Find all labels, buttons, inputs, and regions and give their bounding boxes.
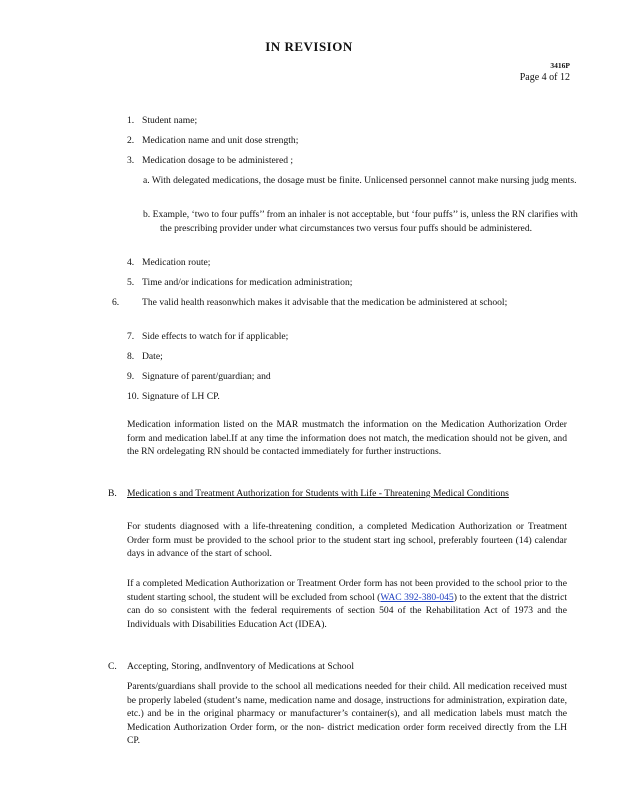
list-item <box>127 370 567 384</box>
sub-list-item <box>143 208 580 235</box>
list-item-number: 9. <box>127 371 135 382</box>
list-item-text: Date; <box>142 351 163 362</box>
section-c-paragraph: Parents/guardians shall provide to the school all medications needed for their child. All medication received must be properly labeled (student’s name, medication name and dosage, instructions for administration, expiration date, etc.) and be in the original pharmacy or manufacturer’s container(s), and all medication labels must match the Medication Authorization Order form, or the non- district medication order form received directly from the LH CP. <box>127 681 567 747</box>
list-item-number: 4. <box>127 257 135 268</box>
list-item <box>127 256 567 270</box>
section-b-title <box>127 487 547 501</box>
list-item-number: 5. <box>127 277 135 288</box>
sub-list-label: a. <box>143 175 150 186</box>
list-item <box>127 276 567 290</box>
list-item <box>127 350 567 364</box>
list-item <box>127 154 567 168</box>
list-item-number: 10. <box>127 391 139 402</box>
sub-list-label: b. <box>143 209 151 220</box>
list-item-text: The valid health reasonwhich makes it advisable that the medication be administered at school; <box>142 297 508 308</box>
page-title: IN REVISION <box>265 39 353 54</box>
list-item-text: Student name; <box>142 115 198 126</box>
list-item-number: 6. <box>112 297 120 308</box>
list-item-number: 1. <box>127 115 135 126</box>
wac-link[interactable]: WAC 392-380-045 <box>380 591 454 603</box>
section-c-title: Accepting, Storing, andInventory of Medications at School <box>127 661 355 672</box>
document-number: 3416P <box>550 61 570 70</box>
list-item <box>127 330 567 344</box>
list-item-text: Signature of parent/guardian; and <box>142 371 271 382</box>
list-item-text: Time and/or indications for medication administration; <box>142 277 353 288</box>
page-number: Page 4 of 12 <box>519 72 570 83</box>
section-b-paragraph-2-end: ) to the extent that the district can do so consistent with the federal requirements of section 504 of the Rehabilitation Act of 1973 and the Individuals with Disabilities Education Act (IDEA). <box>127 591 568 630</box>
section-b-letter: B. <box>108 488 117 499</box>
list-item-number: 2. <box>127 135 135 146</box>
list-item-text: Signature of LH CP. <box>142 391 220 402</box>
section-c-letter: C. <box>108 661 117 672</box>
list-item-text: Medication dosage to be administered ; <box>142 155 294 166</box>
list-item <box>127 390 567 404</box>
list-item <box>127 114 567 128</box>
list-item-text: Medication name and unit dose strength; <box>142 135 299 146</box>
section-b-paragraph-2-start: If a completed Medication Authorization or Treatment Order form has not been provided to the school prior to the student starting school, the student will be excluded from school ( <box>127 578 567 603</box>
section-b-paragraph-1: For students diagnosed with a life-threatening condition, a completed Medication Authorization or Treatment Order form must be provided to the school prior to the student start ing school, preferably fourteen (14) calendar days in advance of the start of school. <box>127 521 567 560</box>
list-item-number: 3. <box>127 155 135 166</box>
mar-paragraph: Medication information listed on the MAR mustmatch the information on the Medication Authorization Order form and medication label.If at any time the information does not match, the medication should not be given, and the RN ordelegating RN should be contacted immediately for further instructions. <box>127 419 567 458</box>
sub-list-text: With delegated medications, the dosage must be finite. Unlicensed personnel cannot make nursing judg ments. <box>151 175 577 186</box>
list-item-number: 8. <box>127 351 135 362</box>
sub-list-item <box>143 174 580 188</box>
section-b-paragraph-2 <box>127 577 567 631</box>
list-item-number: 7. <box>127 331 135 342</box>
section-b-title-text: Medication s and Treatment Authorization for Students with Life - Threatening Medical Conditions <box>127 488 509 499</box>
list-item-text: Medication route; <box>142 257 211 268</box>
list-item <box>112 296 582 310</box>
sub-list-text: Example, ‘two to four puffs’’ from an inhaler is not acceptable, but ‘four puffs’’ is, unless the RN clarifies with the prescribing provider under what circumstances two versus four puffs should be administered. <box>152 209 578 234</box>
list-item <box>127 134 567 148</box>
list-item-text: Side effects to watch for if applicable; <box>142 331 289 342</box>
